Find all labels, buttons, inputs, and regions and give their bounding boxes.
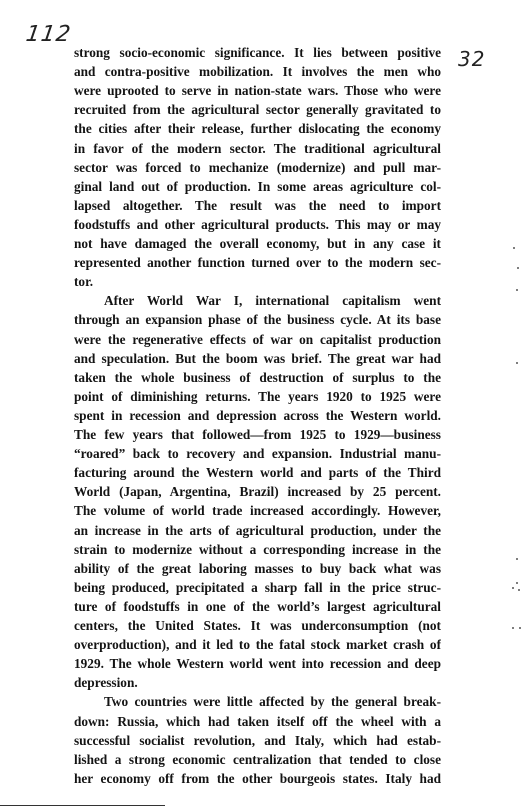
text-line: spent in recession and depression across the Western world. <box>74 407 441 423</box>
text-line: strong socio-economic significance. It lies between positive <box>74 45 441 60</box>
text-line: taken the whole business of destruction of surplus to the <box>74 369 441 385</box>
text-line: represented another function turned over to the modern sec- <box>74 255 441 271</box>
margin-speck <box>516 558 518 560</box>
text-line: strain to modernize without a corresponding increase in the <box>74 541 441 557</box>
margin-speck <box>513 247 515 249</box>
text-line: sector was forced to mechanize (modernize) and pull mar- <box>74 159 441 175</box>
text-line: 1929. The whole Western world went into recession and deep <box>74 656 441 672</box>
text-line: foodstuffs and other agricultural products. This may or may <box>74 216 441 232</box>
text-line: The volume of world trade increased accordingly. However, <box>74 503 441 519</box>
text-line: were uprooted to serve in nation-state wars. Those who were <box>74 83 441 99</box>
margin-speck <box>517 267 519 269</box>
margin-speck <box>512 627 514 629</box>
text-line: point of diminishing returns. The years 1920 to 1925 were <box>74 388 441 404</box>
text-line: ability of the great laboring masses to buy back what was <box>74 560 441 576</box>
margin-speck <box>518 589 520 591</box>
bottom-rule <box>0 805 165 806</box>
margin-speck <box>516 362 518 364</box>
text-line: recruited from the agricultural sector generally gravitated to <box>74 102 441 118</box>
text-line: After World War I, international capitalism went <box>104 293 441 309</box>
text-line: “roared” back to recovery and expansion. Industrial manu- <box>74 446 441 462</box>
text-line: facturing around the Western world and parts of the Third <box>74 465 441 481</box>
text-line: depression. <box>74 675 138 691</box>
text-line: down: Russia, which had taken itself off the wheel with a <box>74 713 441 729</box>
text-line: were the regenerative effects of war on capitalist production <box>74 331 441 347</box>
margin-speck <box>516 582 518 584</box>
margin-speck <box>516 289 518 291</box>
text-line: the cities after their release, further dislocating the economy <box>74 121 441 137</box>
text-line: being produced, precipitated a sharp fall in the price struc- <box>74 579 441 595</box>
text-line: Two countries were little affected by the general break- <box>104 694 441 710</box>
text-line: tor. <box>74 274 94 290</box>
text-line: successful socialist revolution, and Italy, which had estab- <box>74 732 441 748</box>
handwritten-page-number-left: 112 <box>24 22 73 47</box>
text-line: through an expansion phase of the business cycle. At its base <box>74 312 441 328</box>
margin-speck <box>519 627 521 629</box>
text-line: her economy off from the other bourgeois states. Italy had <box>74 770 441 786</box>
text-line: ginal land out of production. In some areas agriculture col- <box>74 178 441 194</box>
text-line: and speculation. But the boom was brief. The great war had <box>74 350 441 366</box>
text-line: an increase in the arts of agricultural production, under the <box>74 522 441 538</box>
margin-speck <box>512 587 514 589</box>
text-line: and contra-positive mobilization. It involves the men who <box>74 64 441 80</box>
text-line: lapsed altogether. The result was the need to import <box>74 197 441 213</box>
text-line: World (Japan, Argentina, Brazil) increased by 25 percent. <box>74 484 441 500</box>
text-line: The few years that followed—from 1925 to 1929—business <box>74 427 441 442</box>
handwritten-page-number-right: 32 <box>458 47 486 71</box>
text-line: not have damaged the overall economy, but in any case it <box>74 236 441 251</box>
text-line: in favor of the modern sector. The traditional agricultural <box>74 140 441 156</box>
text-line: lished a strong economic centralization that tended to close <box>74 751 441 767</box>
text-line: ture of foodstuffs in one of the world’s largest agricultural <box>74 598 441 614</box>
text-line: centers, the United States. It was underconsumption (not <box>74 618 441 633</box>
text-line: overproduction), and it led to the fatal stock market crash of <box>74 637 441 653</box>
